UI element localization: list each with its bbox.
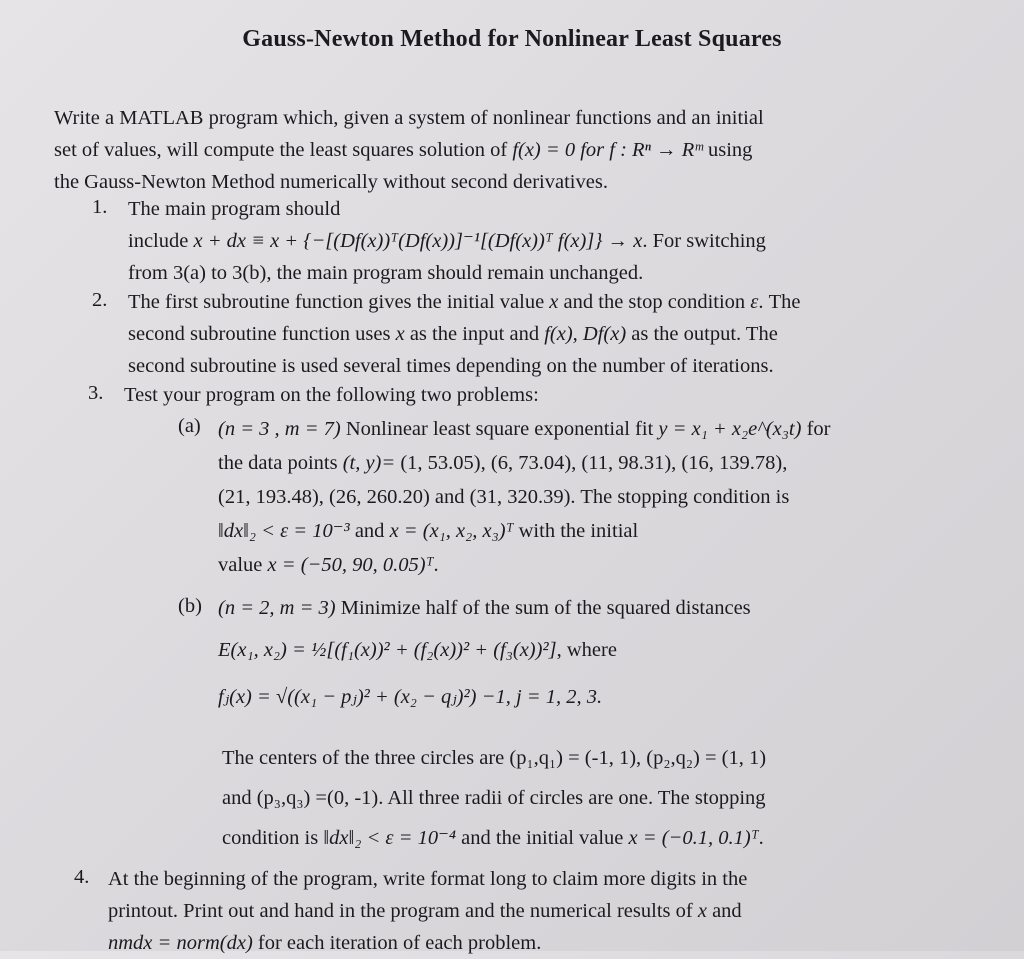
initial-value-b: x = (−0.1, 0.1)ᵀ [628, 827, 759, 849]
intro-line-1: Write a MATLAB program which, given a system of nonlinear functions and an initial [54, 107, 764, 129]
item-4-number: 4. [74, 866, 90, 888]
sub-b: (n = 2, m = 3) Minimize half of the sum of the squared distances E(x₁, x₂) = ½[(f₁(x))² + (f₂(x))² + (f₃(x))²], where fⱼ(x) = √((x₁ − pⱼ)² + (x₂ − qⱼ)²) −1, j = 1, 2, 3. [218, 597, 751, 708]
sub-a-label: (a) [178, 415, 201, 437]
exponential-model: y = x₁ + x₂e^(x₃t) [658, 418, 802, 440]
data-points-2: (21, 193.48), (26, 260.20) and (31, 320.39). [218, 486, 576, 508]
initial-value-a: x = (−50, 90, 0.05)ᵀ [267, 554, 434, 576]
item-3-number: 3. [88, 382, 104, 404]
item-2-number: 2. [92, 289, 108, 311]
item-2: The first subroutine function gives the initial value x and the stop condition ε. The second subroutine function uses x as the input and f(x), Df(x) as the output. The second subroutine is used several times depending on the number of iterations. [128, 291, 801, 377]
intro-line-3: the Gauss-Newton Method numerically without second derivatives. [54, 171, 608, 193]
sub-a: (n = 3 , m = 7) Nonlinear least square exponential fit y = x₁ + x₂e^(x₃t) for the data points (t, y)= (1, 53.05), (6, 73.04), (11, 98.31), (16, 139.78), (21, 193.48), (26, 260.20) and (31, 320.39). The stopping condition is ‖dx‖₂ < ε = 10⁻³ and x = (x₁, x₂, x₃)ᵀ with the initial value x = (−50, 90, 0.05)ᵀ. [218, 418, 831, 576]
circle-center-1: (p₁,q₁) = (-1, 1), [509, 747, 642, 769]
nmdx-formula: nmdx = norm(dx) [108, 932, 253, 954]
sub-b-centers: The centers of the three circles are (p₁,q₁) = (-1, 1), (p₂,q₂) = (1, 1) and (p₃,q₃) =(0, -1). All three radii of circles are one. The stopping condition is ‖dx‖₂ < ε = 10⁻⁴ and the initial value x = (−0.1, 0.1)ᵀ. [222, 747, 767, 849]
gauss-newton-update-formula: x + dx ≡ x + {−[(Df(x))ᵀ(Df(x))]⁻¹[(Df(x))ᵀ f(x)]} → x [193, 230, 643, 252]
item-3: Test your program on the following two problems: [124, 384, 539, 406]
intro-paragraph [54, 102, 954, 198]
page-title: Gauss-Newton Method for Nonlinear Least Squares [242, 26, 782, 52]
item-1: The main program should include x + dx ≡ x + {−[(Df(x))ᵀ(Df(x))]⁻¹[(Df(x))ᵀ f(x)]} → x. For switching from 3(a) to 3(b), the main program should remain unchanged. [128, 198, 766, 284]
item-1-number: 1. [92, 196, 108, 218]
intro-line-2: set of values, will compute the least squares solution of f(x) = 0 for f : Rⁿ → Rᵐ using [54, 139, 753, 161]
stop-condition-a: ‖dx‖₂ < ε = 10⁻³ [218, 520, 350, 542]
circle-center-3: (p₃,q₃) =(0, -1). [256, 787, 384, 809]
intro-math: f(x) = 0 for f : Rⁿ → Rᵐ [512, 139, 703, 161]
circle-center-2: (p₂,q₂) = (1, 1) [646, 747, 767, 769]
energy-function: E(x₁, x₂) = ½[(f₁(x))² + (f₂(x))² + (f₃(x))²] [218, 639, 557, 661]
sub-b-label: (b) [178, 595, 202, 617]
data-points-1: (1, 53.05), (6, 73.04), (11, 98.31), (16, 139.78), [400, 452, 788, 474]
stop-condition-b: ‖dx‖₂ < ε = 10⁻⁴ [323, 827, 457, 849]
distance-function: fⱼ(x) = √((x₁ − pⱼ)² + (x₂ − qⱼ)²) −1, j = 1, 2, 3. [218, 686, 603, 708]
item-4: At the beginning of the program, write format long to claim more digits in the printout. Print out and hand in the program and the numerical results of x and nmdx = norm(dx) for each iteration of each problem. [108, 868, 748, 954]
